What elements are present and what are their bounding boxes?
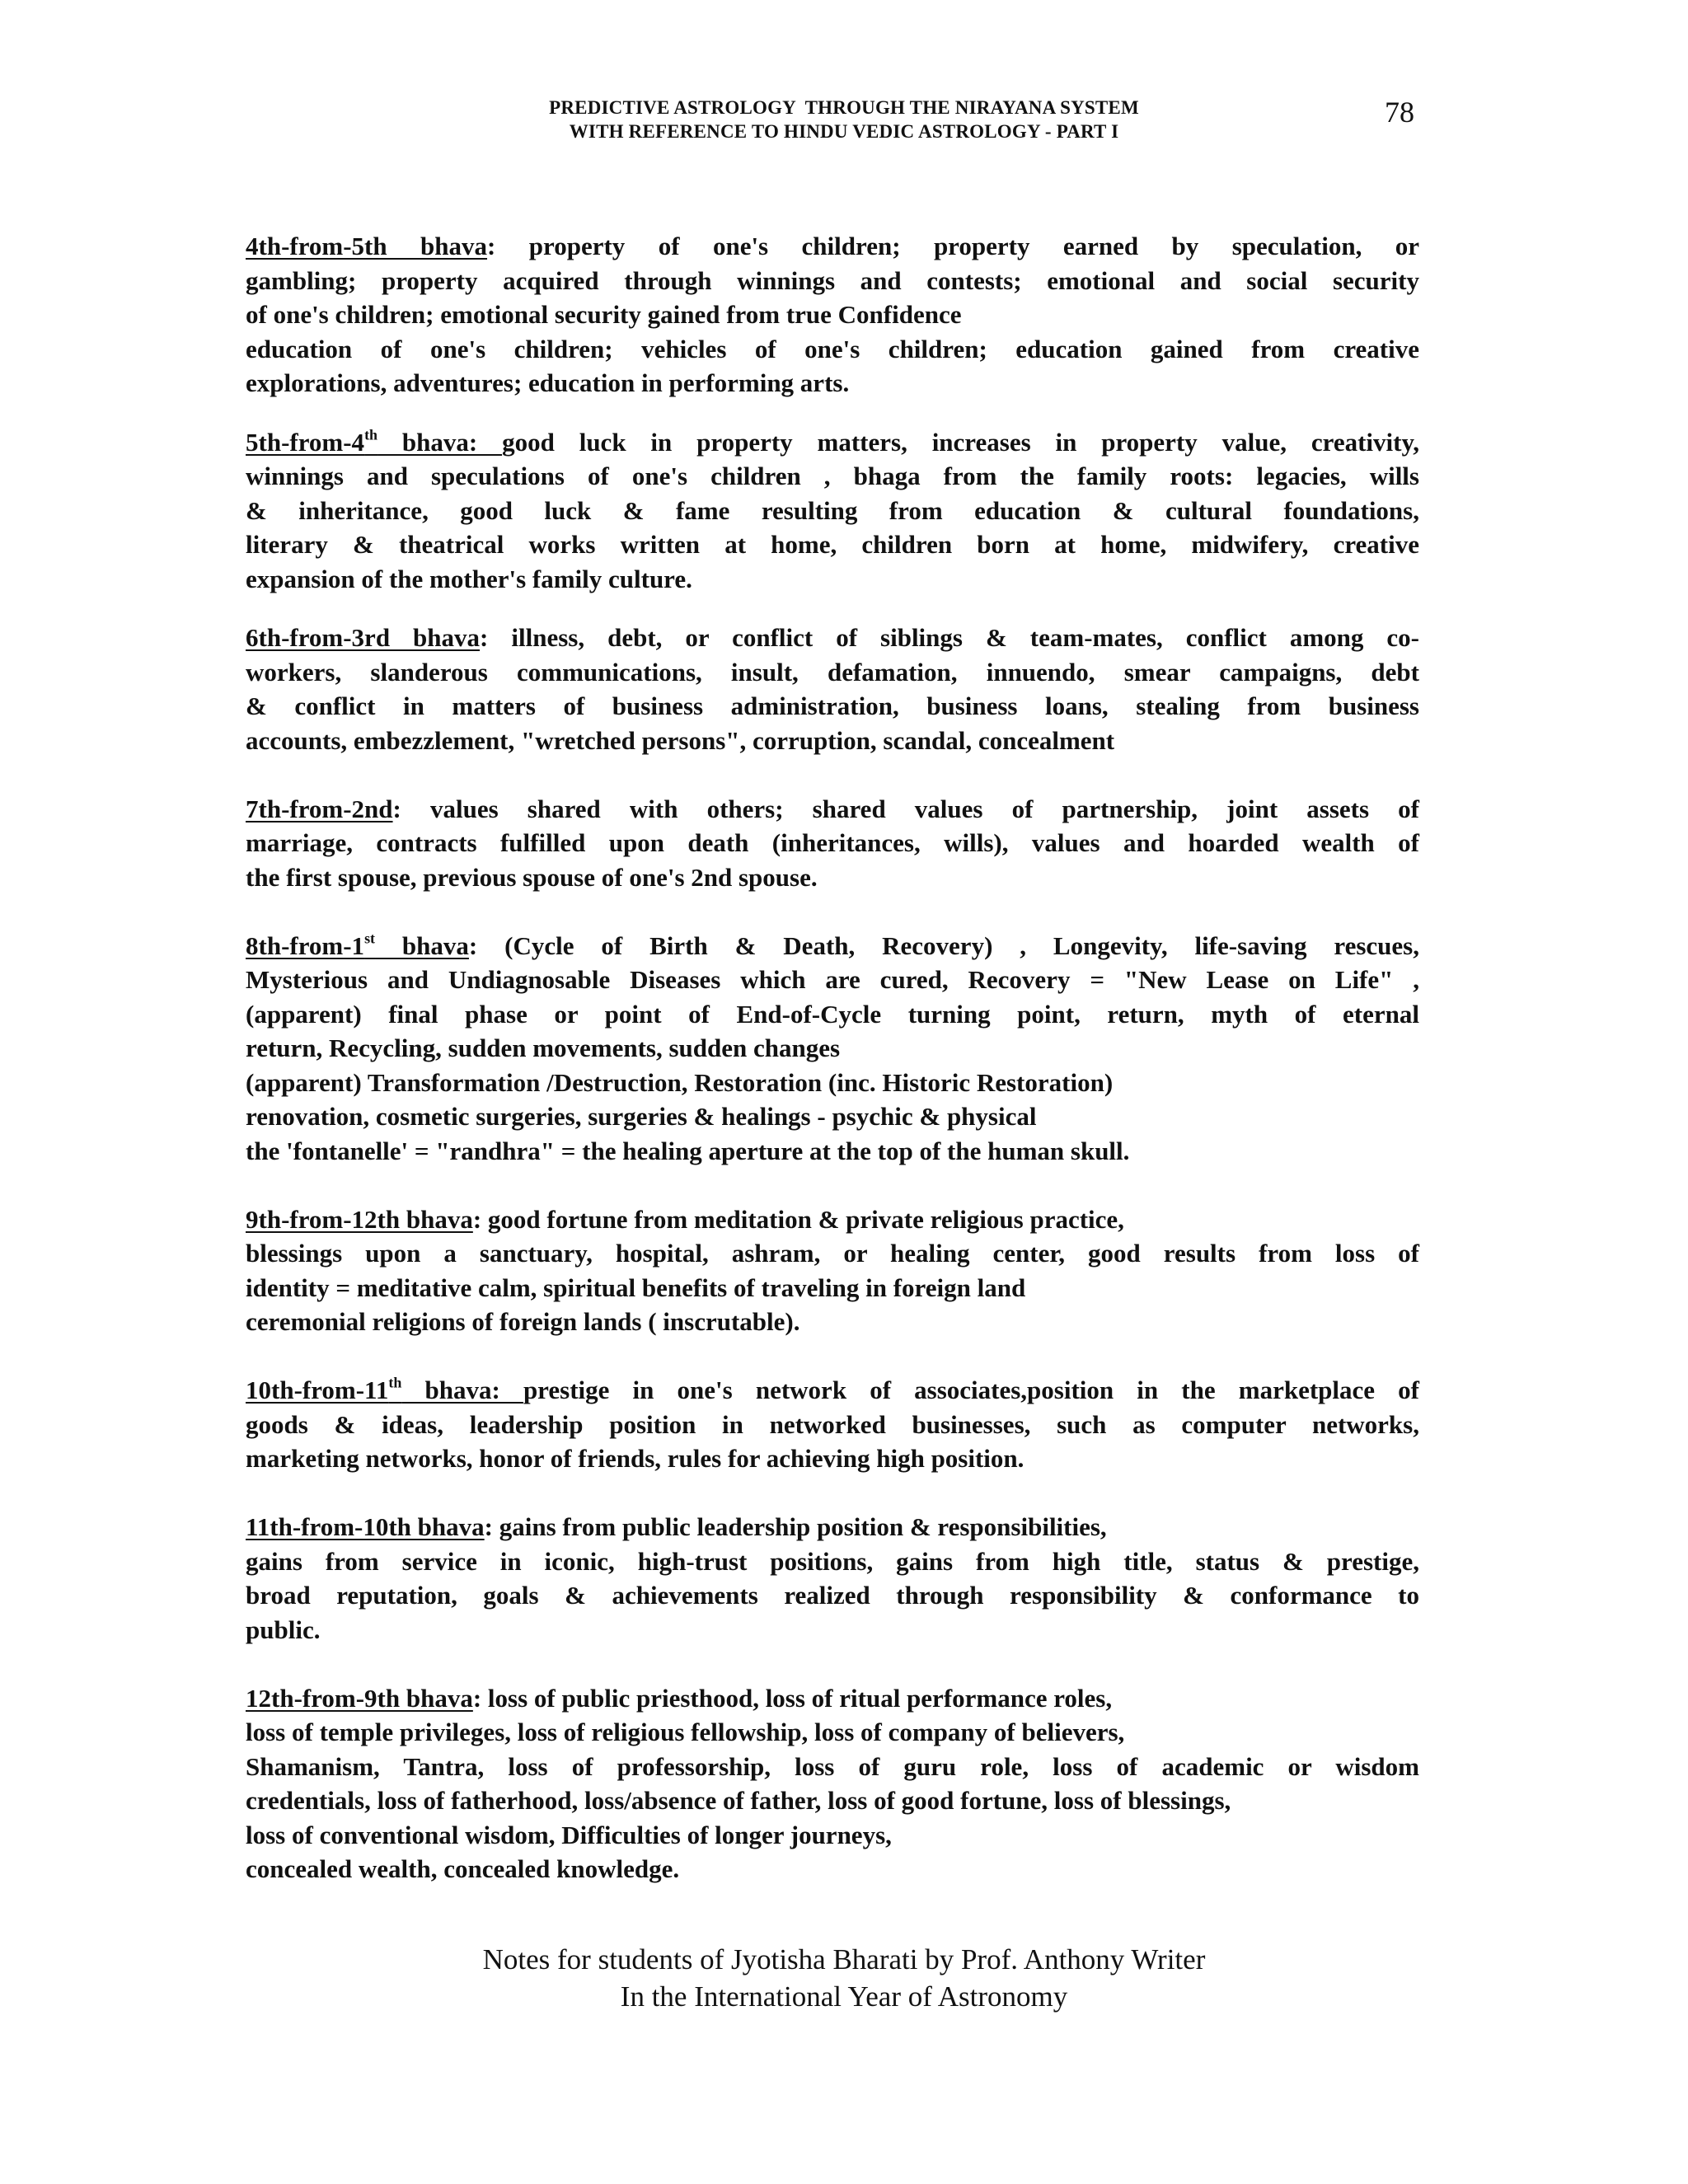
page-number: 78 — [1385, 96, 1414, 129]
section-line: return, Recycling, sudden movements, sudden changes — [246, 1033, 841, 1062]
section-text: : (Cycle of Birth & Death, Recovery) , Longevity, life-saving rescues, — [468, 930, 1419, 960]
page-footer — [0, 1941, 1688, 2015]
section-line: Shamanism, Tantra, loss of professorship, loss of guru role, loss of academic or wisdom — [246, 1751, 1419, 1781]
section-text: : property of one's children; property earned by speculation, or — [487, 232, 1419, 260]
bhava-section — [246, 792, 1419, 895]
section-line: broad reputation, goals & achievements realized through responsibility & conformance to — [246, 1581, 1419, 1610]
section-text: prestige in one's network of associates,position in the marketplace of — [523, 1376, 1419, 1404]
bhava-section — [246, 1510, 1419, 1647]
bhava-section — [246, 1202, 1419, 1339]
section-line: of one's children; emotional security gained from true Confidence — [246, 300, 962, 329]
section-first-line — [246, 792, 1419, 827]
footer-line-1: Notes for students of Jyotisha Bharati by Prof. Anthony Writer — [482, 1943, 1206, 1975]
section-line: gains from service in iconic, high-trust positions, gains from high title, status & prestige, — [246, 1546, 1419, 1576]
section-line: loss of conventional wisdom, Difficulties of longer journeys, — [246, 1820, 892, 1849]
section-first-line — [246, 425, 1419, 460]
section-line: blessings upon a sanctuary, hospital, ashram, or healing center, good results from loss of — [246, 1239, 1419, 1268]
bhava-term: 6th-from-3rd bhava — [246, 623, 481, 652]
bhava-term: 11th-from-10th bhava — [246, 1512, 485, 1541]
bhava-term: 12th-from-9th bhava — [246, 1683, 473, 1713]
section-first-line — [246, 1681, 1419, 1716]
section-first-line — [246, 1373, 1419, 1408]
bhava-section — [246, 425, 1419, 597]
section-line: the first spouse, previous spouse of one's 2nd spouse. — [246, 862, 818, 892]
section-line: & inheritance, good luck & fame resulting from education & cultural foundations, — [246, 495, 1419, 525]
section-line: Mysterious and Undiagnosable Diseases which are cured, Recovery = "New Lease on Life" , — [246, 965, 1419, 994]
section-line: ceremonial religions of foreign lands ( inscrutable). — [246, 1307, 800, 1336]
section-line: loss of temple privileges, loss of religious fellowship, loss of company of believers, — [246, 1718, 1125, 1746]
section-line: identity = meditative calm, spiritual benefits of traveling in foreign land — [246, 1272, 1026, 1302]
section-text: good luck in property matters, increases in property value, creativity, — [502, 427, 1419, 457]
bhava-term: 8th-from-1st bhava — [246, 930, 469, 960]
section-first-line — [246, 621, 1419, 655]
bhava-section — [246, 621, 1419, 757]
section-line: gambling; property acquired through winnings and contests; emotional and social security — [246, 265, 1419, 295]
bhava-section — [246, 229, 1419, 401]
section-line: the 'fontanelle' = "randhra" = the healing aperture at the top of the human skull. — [246, 1136, 1130, 1165]
bhava-term: 10th-from-11th bhava: — [246, 1374, 523, 1404]
section-line: public. — [246, 1615, 321, 1644]
section-text: : illness, debt, or conflict of siblings & team-mates, conflict among co- — [480, 623, 1419, 652]
footer-line-2: In the International Year of Astronomy — [620, 1980, 1068, 2013]
section-first-line — [246, 929, 1419, 963]
section-text: : gains from public leadership position & responsibilities, — [484, 1512, 1107, 1541]
bhava-section — [246, 1373, 1419, 1476]
section-first-line — [246, 229, 1419, 264]
section-text: : good fortune from meditation & private religious practice, — [472, 1204, 1124, 1234]
section-text: : values shared with others; shared values of partnership, joint assets of — [392, 794, 1419, 823]
section-line: winnings and speculations of one's children , bhaga from the family roots: legacies, wills — [246, 462, 1419, 490]
section-line: renovation, cosmetic surgeries, surgeries & healings - psychic & physical — [246, 1102, 1037, 1131]
section-line: credentials, loss of fatherhood, loss/absence of father, loss of good fortune, loss of blessings, — [246, 1786, 1231, 1815]
section-text: : loss of public priesthood, loss of ritual performance roles, — [472, 1683, 1113, 1713]
section-line: concealed wealth, concealed knowledge. — [246, 1854, 680, 1883]
section-line: marketing networks, honor of friends, rules for achieving high position. — [246, 1444, 1025, 1473]
section-line: & conflict in matters of business administration, business loans, stealing from business — [246, 691, 1419, 720]
page-body — [246, 229, 1419, 1886]
header-line-2: WITH REFERENCE TO HINDU VEDIC ASTROLOGY - PART I — [569, 121, 1119, 142]
bhava-section — [246, 929, 1419, 1169]
section-first-line — [246, 1510, 1419, 1544]
bhava-term: 7th-from-2nd — [246, 794, 393, 823]
section-line: marriage, contracts fulfilled upon death (inheritances, wills), values and hoarded wealth of — [246, 828, 1419, 857]
header-line-1: PREDICTIVE ASTROLOGY THROUGH THE NIRAYANA SYSTEM — [549, 97, 1139, 118]
section-line: (apparent) Transformation /Destruction, Restoration (inc. Historic Restoration) — [246, 1067, 1114, 1097]
bhava-term: 5th-from-4th bhava: — [246, 426, 503, 457]
section-line: (apparent) final phase or point of End-of-Cycle turning point, return, myth of eternal — [246, 999, 1419, 1029]
section-line: explorations, adventures; education in performing arts. — [246, 368, 850, 397]
section-line: education of one's children; vehicles of one's children; education gained from creative — [246, 334, 1419, 363]
bhava-section — [246, 1681, 1419, 1886]
running-header — [0, 96, 1688, 143]
bhava-term: 4th-from-5th bhava — [246, 232, 488, 260]
section-line: workers, slanderous communications, insult, defamation, innuendo, smear campaigns, debt — [246, 657, 1419, 687]
section-first-line — [246, 1202, 1419, 1237]
section-line: expansion of the mother's family culture. — [246, 564, 692, 593]
bhava-term: 9th-from-12th bhava — [246, 1204, 473, 1234]
section-line: goods & ideas, leadership position in networked businesses, such as computer networks, — [246, 1409, 1419, 1439]
section-line: literary & theatrical works written at home, children born at home, midwifery, creative — [246, 530, 1419, 559]
section-line: accounts, embezzlement, "wretched persons", corruption, scandal, concealment — [246, 725, 1115, 755]
